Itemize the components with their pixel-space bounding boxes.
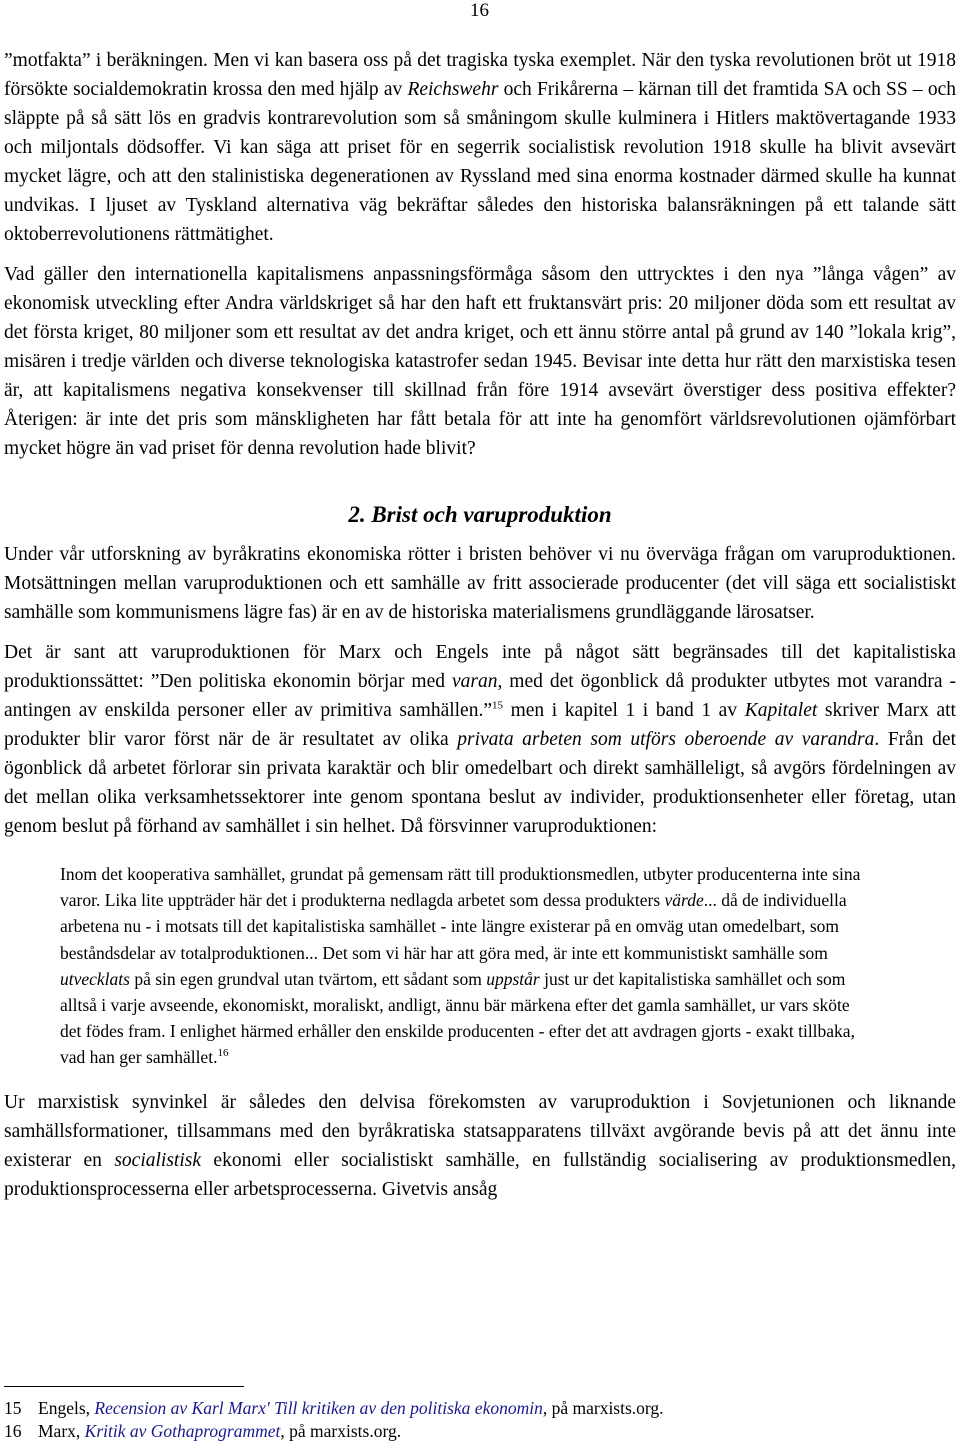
footnote-15-link[interactable]: Recension av Karl Marx' Till kritiken av den politiska ekonomin	[94, 1398, 543, 1418]
paragraph-5: Ur marxistisk synvinkel är således den delvisa förekomsten av varuproduktion i Sovjetunionen och liknande samhällsformationer, tillsammans med den byråkratiska statsapparatens tillväxt avgörande bevis på att det ännu inte existerar en socialistisk ekonomi eller socialistiskt samhälle, en fullständig socialisering av produktionsmedlen, produktionsprocesserna eller arbetsprocesserna. Givetvis ansåg	[4, 1091, 956, 1200]
footnote-15: 15 Engels, Recension av Karl Marx' Till kritiken av den politiska ekonomin, på marxists.org.	[4, 1398, 664, 1418]
paragraph-4: Det är sant att varuproduktionen för Marx och Engels inte på något sätt begränsades till det kapitalistiska produktionssättet: ”Den politiska ekonomin börjar med varan, med det ögonblick då produkter utbytes mot varandra - antingen av enskilda personer eller av primitiva samhällen.”$^{15}$ men i kapitel 1 i band 1 av Kapitalet skriver Marx att produkter blir varor först när de är resultatet av olika privata arbeten som utförs oberoende av varandra. Från det ögonblick då arbetet förlorar sin privata karaktär och blir omedelbart och direkt samhälleligt, så avgörs fördelningen av det mellan olika verksamhetssektorer inte genom spontana beslut av individer, produktionsenheter eller företag, utan genom beslut på förhand av samhället i sin helhet. Då försvinner varuproduktionen:	[4, 642, 956, 837]
paragraph-3: Under vår utforskning av byråkratins ekonomiska rötter i bristen behöver vi nu överväga frågan om varuproduktionen. Motsättningen mellan varuproduktionen och ett samhälle av fritt associerade producenter (det vill säga ett socialistiskt samhälle som kommunismens lägre fas) är en av de historiska materialismens grundläggande lärosatser.	[4, 544, 956, 623]
paragraph-2: Vad gäller den internationella kapitalismens anpassningsförmåga såsom den uttrycktes i den nya ”långa vågen” av ekonomisk utveckling efter Andra världskriget så har den haft ett fruktansvärt pris: 20 miljoner döda som ett resultat av det första kriget, 80 miljoner som ett resultat av det andra kriget, och ett ännu större antal på grund av 140 ”lokala krig”, misären i tredje världen och diverse teknologiska katastrofer sedan 1945. Bevisar inte detta hur rätt den marxistiska tesen är, att kapitalismens negativa konsekvenser till skillnad från före 1914 avsevärt överstiger dess positiva effekter? Återigen: är inte det pris som mänskligheten har fått betala för att inte ha genomfört världsrevolutionen ojämförbart mycket högre än vad priset för denna revolution hade blivit?	[4, 264, 956, 459]
block-quote: Inom det kooperativa samhället, grundat på gemensam rätt till produktionsmedlen, utbyter producenterna inte sina varor. Lika lite uppträder här det i produkterna nedlagda arbetet som dessa produkters värde... då de individuella arbetena nu - i motsats till det kapitalistiska samhället - inte längre existerar på en omväg utan omedelbart, som beståndsdelar av totalproduktionen... Det som vi här har att göra med, är inte ett kommunistiskt samhälle som utvecklats på sin egen grundval utan tvärtom, ett sådant som uppstår just ur det kapitalistiska samhället och som alltså i varje avseende, ekonomiskt, moraliskt, andligt, ännu bär märkena efter det gamla samhället, ur vars sköte det födes fram. I enlighet härmed erhåller den enskilde producenten - efter det att avdragen gjorts - exakt tillbaka, vad han ger samhället.$^{16}$	[60, 864, 861, 1068]
footnote-16: 16 Marx, Kritik av Gothaprogrammet, på marxists.org.	[4, 1421, 402, 1441]
section-heading: 2. Brist och varuproduktion	[348, 502, 612, 527]
document-body	[4, 46, 956, 1215]
page-number: 16	[470, 0, 489, 21]
footnote-ref-15[interactable]: 15	[492, 699, 503, 712]
footnotes	[4, 1386, 956, 1443]
paragraph-1: ”motfakta” i beräkningen. Men vi kan basera oss på det tragiska tyska exemplet. När den tyska revolutionen bröt ut 1918 försökte socialdemokratin krossa den med hjälp av Reichswehr och Frikårerna – kärnan till det framtida SA och SS – och släppte på så sätt lös en gradvis kontrarevolution som så småningom skulle kulminera i Hitlers maktövertagande 1933 och miljontals dödsoffer. Vi kan säga att priset för en segerrik socialistisk revolution 1918 skulle ha blivit avsevärt mycket lägre, och att den stalinistiska degenerationen av Ryssland med sina enorma kostnader därmed skulle ha kunnat undvikas. I ljuset av Tyskland alternativa väg bekräftar således den historiska balansräkningen på ett talande sätt oktoberrevolutionens rättmätighet.	[4, 50, 956, 245]
footnote-ref-16[interactable]: 16	[217, 1047, 229, 1060]
footnote-16-link[interactable]: Kritik av Gothaprogrammet	[84, 1421, 281, 1441]
footnote-divider	[4, 1386, 244, 1387]
